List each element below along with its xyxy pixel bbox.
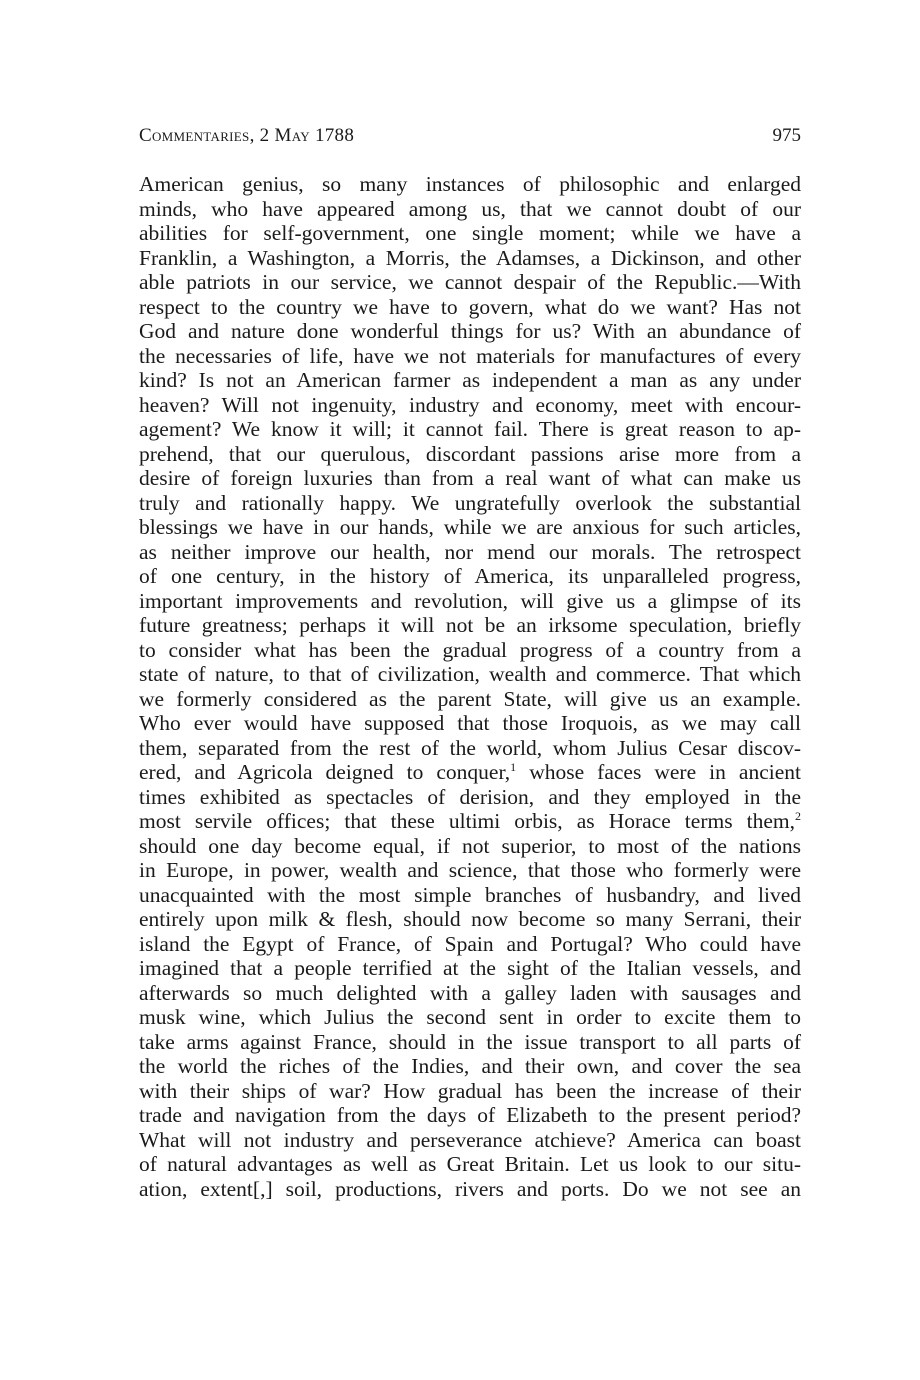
text-line: What will not industry and perseverance atchieve? America can boast bbox=[139, 1127, 801, 1152]
text-line-with-note-1 bbox=[139, 760, 801, 785]
page-number: 975 bbox=[772, 125, 801, 146]
text-line: Franklin, a Washington, a Morris, the Adamses, a Dickinson, and other bbox=[139, 245, 801, 270]
text-line: to consider what has been the gradual progress of a country from a bbox=[139, 637, 801, 662]
text-line: take arms against France, should in the issue transport to all parts of bbox=[139, 1029, 801, 1054]
text-line: should one day become equal, if not superior, to most of the nations bbox=[139, 833, 801, 858]
text-fragment: ered, and Agricola deigned to conquer, bbox=[139, 760, 511, 784]
text-line: kind? Is not an American farmer as independent a man as any under bbox=[139, 368, 801, 392]
text-line: with their ships of war? How gradual has been the increase of their bbox=[139, 1078, 801, 1103]
text-line: important improvements and revolution, will give us a glimpse of its bbox=[139, 588, 801, 613]
text-line: desire of foreign luxuries than from a real want of what can make us bbox=[139, 466, 801, 490]
text-line: agement? We know it will; it cannot fail. There is great reason to ap- bbox=[139, 417, 801, 441]
text-line: heaven? Will not ingenuity, industry and economy, meet with encour- bbox=[139, 392, 801, 417]
text-line: times exhibited as spectacles of derision, and they employed in the bbox=[139, 784, 801, 809]
text-line: God and nature done wonderful things for us? With an abundance of bbox=[139, 319, 801, 343]
footnote-ref-2: 2 bbox=[795, 809, 801, 823]
text-line: island the Egypt of France, of Spain and Portugal? Who could have bbox=[139, 931, 801, 956]
text-line: the world the riches of the Indies, and their own, and cover the sea bbox=[139, 1054, 801, 1078]
text-line: abilities for self-government, one single moment; while we have a bbox=[139, 221, 801, 245]
text-line: respect to the country we have to govern, what do we want? Has not bbox=[139, 294, 801, 319]
text-line: them, separated from the rest of the world, whom Julius Cesar discov- bbox=[139, 735, 801, 760]
text-line: American genius, so many instances of philosophic and enlarged bbox=[139, 172, 801, 196]
footnote-ref-1: 1 bbox=[510, 760, 517, 774]
text-line: prehend, that our querulous, discordant passions arise more from a bbox=[139, 441, 801, 466]
text-line: afterwards so much delighted with a galley laden with sausages and bbox=[139, 980, 801, 1005]
text-line: imagined that a people terrified at the sight of the Italian vessels, and bbox=[139, 956, 801, 980]
text-line: state of nature, to that of civilization, wealth and commerce. That which bbox=[139, 662, 801, 686]
page-header bbox=[139, 122, 801, 152]
text-line: minds, who have appeared among us, that we cannot doubt of our bbox=[139, 196, 801, 221]
text-line: musk wine, which Julius the second sent in order to excite them to bbox=[139, 1005, 801, 1029]
body-text bbox=[139, 172, 801, 1201]
text-line: as neither improve our health, nor mend our morals. The retrospect bbox=[139, 539, 801, 564]
text-line: future greatness; perhaps it will not be an irksome speculation, briefly bbox=[139, 613, 801, 637]
text-fragment: most servile offices; that these ultimi orbis, as Horace terms them, bbox=[139, 809, 795, 833]
text-line: truly and rationally happy. We ungratefully overlook the substantial bbox=[139, 490, 801, 515]
running-head: Commentaries, 2 May 1788 bbox=[139, 125, 355, 146]
text-line: Who ever would have supposed that those Iroquois, as we may call bbox=[139, 711, 801, 735]
text-line: unacquainted with the most simple branches of husbandry, and lived bbox=[139, 882, 801, 907]
text-line: entirely upon milk & flesh, should now become so many Serrani, their bbox=[139, 907, 801, 931]
text-line: ation, extent[,] soil, productions, rivers and ports. Do we not see an bbox=[139, 1176, 801, 1201]
text-line: the necessaries of life, have we not materials for manufactures of every bbox=[139, 343, 801, 368]
text-line: of natural advantages as well as Great Britain. Let us look to our situ- bbox=[139, 1152, 801, 1176]
text-line: trade and navigation from the days of Elizabeth to the present period? bbox=[139, 1103, 801, 1127]
text-line: of one century, in the history of America, its unparalleled progress, bbox=[139, 564, 801, 588]
text-line: able patriots in our service, we cannot despair of the Republic.—With bbox=[139, 270, 801, 294]
text-line: we formerly considered as the parent State, will give us an example. bbox=[139, 686, 801, 711]
text-fragment: whose faces were in ancient bbox=[516, 760, 801, 784]
text-line: blessings we have in our hands, while we are anxious for such articles, bbox=[139, 515, 801, 539]
text-line-with-note-2 bbox=[139, 809, 801, 834]
text-line: in Europe, in power, wealth and science, that those who formerly were bbox=[139, 858, 801, 882]
